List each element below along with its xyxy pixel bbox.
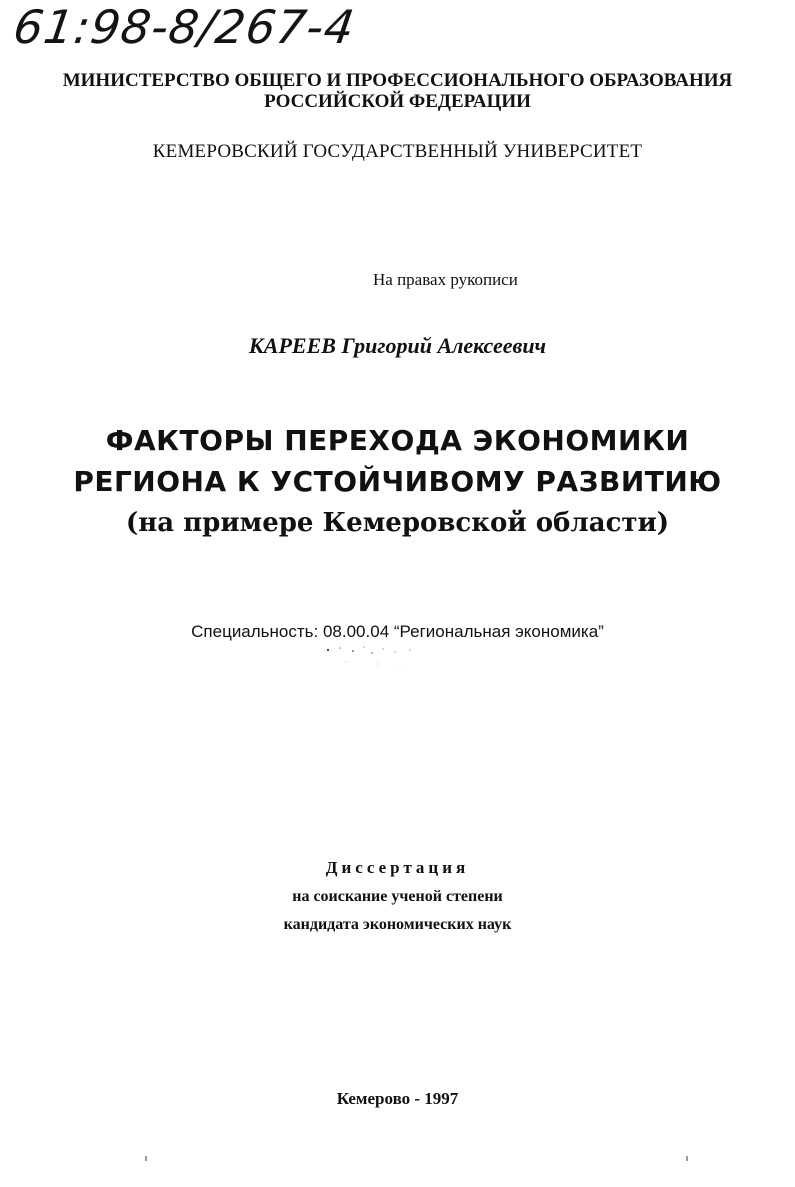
scan-mark-right [686,1156,688,1161]
dissertation-title-line1: ФАКТОРЫ ПЕРЕХОДА ЭКОНОМИКИ [105,424,690,457]
scan-mark-left [145,1156,147,1161]
dissertation-subtitle: (на примере Кемеровской области) [125,508,670,538]
city-year: Кемерово - 1997 [336,1089,459,1108]
dissertation-label: Диссертация [325,858,470,877]
scan-speckles [320,644,430,674]
university-name: КЕМЕРОВСКИЙ ГОСУДАРСТВЕННЫЙ УНИВЕРСИТЕТ [152,141,643,162]
dissertation-title-line2: РЕГИОНА К УСТОЙЧИВОМУ РАЗВИТИЮ [73,465,722,498]
author-name: КАРЕЕВ Григорий Алексеевич [248,333,547,358]
speciality-line: Специальность: 08.00.04 “Региональная экономика” [191,622,604,641]
ministry-heading-line2: РОССИЙСКОЙ ФЕДЕРАЦИИ [264,91,531,112]
degree-line1: на соискание ученой степени [292,888,503,905]
manuscript-rights-note: На правах рукописи [373,270,518,289]
handwritten-archive-code: 61:98-8/267-4 [10,0,359,54]
degree-line2: кандидата экономических наук [283,916,512,933]
ministry-heading: МИНИСТЕРСТВО ОБЩЕГО И ПРОФЕССИОНАЛЬНОГО ОБРАЗОВАНИЯ [62,70,733,91]
